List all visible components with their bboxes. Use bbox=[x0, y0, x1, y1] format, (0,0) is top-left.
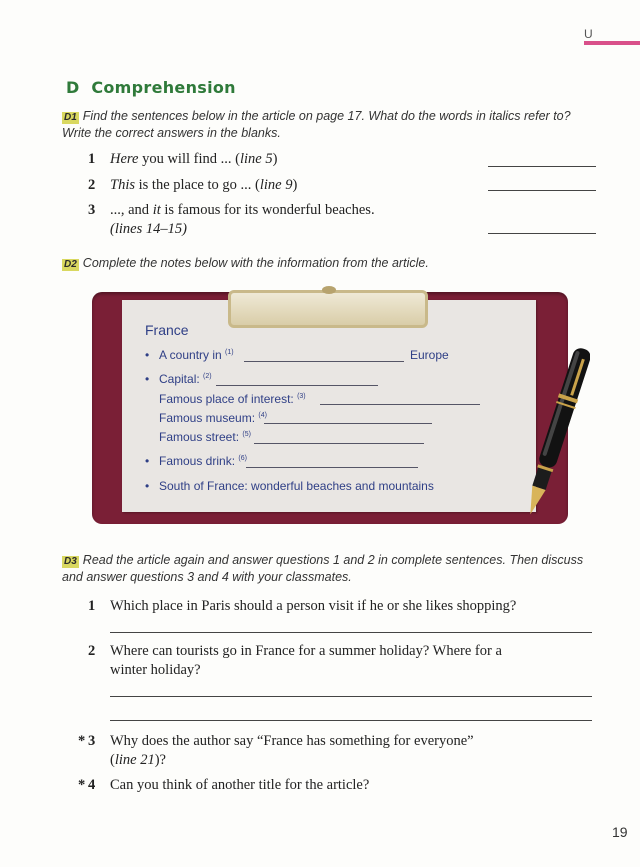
d3-q3-ref-line: (line 21)? bbox=[110, 752, 166, 768]
d1-badge: D1 bbox=[64, 112, 77, 123]
d3-q2-num: 2 bbox=[88, 643, 96, 659]
d3-q2-answer-line-2[interactable] bbox=[110, 720, 592, 721]
d3-q3 bbox=[78, 732, 474, 770]
d3-q2-answer-line-1[interactable] bbox=[110, 696, 592, 697]
d1-item-1-num: 1 bbox=[88, 151, 96, 167]
note-capital-label: Capital: bbox=[159, 372, 200, 386]
note-country-suffix: Europe bbox=[410, 348, 449, 362]
d3-q3-line1: Why does the author say “France has something for everyone” bbox=[110, 733, 474, 749]
section-letter: D bbox=[66, 78, 80, 97]
d3-q2 bbox=[88, 642, 502, 680]
d1-item-3-ref-line: (lines 14–15) bbox=[110, 221, 187, 237]
note-drink-sup: (6) bbox=[238, 455, 247, 462]
d1-item-2-num: 2 bbox=[88, 177, 96, 193]
clip-knob bbox=[322, 286, 336, 294]
d3-instruction bbox=[62, 552, 602, 586]
d3-q4 bbox=[78, 776, 370, 795]
d3-q4-star: * bbox=[78, 777, 86, 793]
note-place-sup: (3) bbox=[297, 393, 306, 400]
section-title-text: Comprehension bbox=[91, 78, 236, 97]
note-blank-4[interactable] bbox=[264, 423, 432, 424]
note-south-label: South of France: wonderful beaches and mountains bbox=[159, 479, 434, 493]
note-museum bbox=[159, 411, 267, 425]
note-capital: • Capital: $^{(2)}$ bbox=[145, 372, 212, 386]
d3-q1 bbox=[88, 597, 516, 616]
d1-item-2-ref: line 9 bbox=[259, 177, 293, 193]
note-street-sup: (5) bbox=[242, 431, 251, 438]
note-capital-sup: (2) bbox=[203, 373, 212, 380]
note-museum-sup: (4) bbox=[258, 412, 267, 419]
d1-blank-1[interactable] bbox=[488, 166, 596, 167]
note-blank-6[interactable] bbox=[246, 467, 418, 468]
section-title bbox=[66, 78, 236, 97]
d1-item-3-text: is famous for its wonderful beaches. bbox=[160, 202, 375, 218]
d1-item-3-ref: lines 14–15 bbox=[114, 221, 183, 237]
d3-q3-num: 3 bbox=[88, 733, 96, 749]
d3-badge: D3 bbox=[64, 556, 77, 567]
note-country-label: A country in bbox=[159, 348, 222, 362]
d1-blank-2[interactable] bbox=[488, 190, 596, 191]
note-street-label: Famous street: bbox=[159, 430, 240, 444]
d1-item-3-pre: ..., and bbox=[110, 202, 153, 218]
d1-item-3-italic: it bbox=[152, 202, 161, 218]
clipboard-clip bbox=[228, 290, 428, 328]
note-street bbox=[159, 430, 251, 444]
d3-q4-text: Can you think of another title for the article? bbox=[110, 777, 370, 793]
note-drink-label: Famous drink: bbox=[159, 454, 236, 468]
d2-instruction bbox=[62, 255, 602, 272]
note-place bbox=[159, 392, 306, 406]
note-country: • A country in $^{(1)}$ bbox=[145, 348, 234, 362]
d2-instruction-text: Complete the notes below with the information from the article. bbox=[82, 256, 429, 270]
d3-q1-answer-line[interactable] bbox=[110, 632, 592, 633]
note-blank-3[interactable] bbox=[320, 404, 480, 405]
d1-item-2-close: ) bbox=[292, 177, 298, 193]
d1-item-3 bbox=[88, 201, 375, 239]
d1-item-3-num: 3 bbox=[88, 202, 96, 218]
d3-q2-line1: Where can tourists go in France for a summer holiday? Where for a bbox=[110, 643, 502, 659]
d1-item-1-italic: Here bbox=[110, 151, 139, 167]
d3-q2-line2: winter holiday? bbox=[110, 662, 201, 678]
d1-item-1-text: you will find ... ( bbox=[138, 151, 240, 167]
d1-item-1 bbox=[88, 150, 277, 169]
d1-item-1-close: ) bbox=[272, 151, 278, 167]
d1-instruction-text: Find the sentences below in the article on page 17. What do the words in italics refer to? Write the correct answers in the blanks. bbox=[62, 109, 571, 140]
note-south: • South of France: wonderful beaches and mountains bbox=[145, 479, 434, 493]
note-museum-label: Famous museum: bbox=[159, 411, 256, 425]
note-country-sup: (1) bbox=[225, 349, 234, 356]
d1-item-2 bbox=[88, 176, 297, 195]
unit-accent-bar bbox=[584, 41, 640, 45]
d1-item-2-italic: This bbox=[110, 177, 135, 193]
note-blank-5[interactable] bbox=[254, 443, 424, 444]
note-blank-2[interactable] bbox=[216, 385, 378, 386]
d3-q3-ref: line 21 bbox=[114, 752, 155, 768]
d3-q1-text: Which place in Paris should a person visit if he or she likes shopping? bbox=[110, 598, 517, 614]
notes-heading: France bbox=[145, 322, 189, 338]
unit-tag: U bbox=[584, 27, 593, 41]
d1-instruction bbox=[62, 108, 602, 142]
note-place-label: Famous place of interest: bbox=[159, 392, 294, 406]
d1-blank-3[interactable] bbox=[488, 233, 596, 234]
d3-q1-num: 1 bbox=[88, 598, 96, 614]
d2-badge: D2 bbox=[64, 259, 77, 270]
d3-instruction-text: Read the article again and answer questions 1 and 2 in complete sentences. Then discuss and answer questions 3 and 4 with your classmates. bbox=[62, 553, 584, 584]
fountain-pen-icon bbox=[520, 342, 590, 522]
note-blank-1[interactable] bbox=[244, 361, 404, 362]
d3-q3-star: * bbox=[78, 733, 86, 749]
page-number: 19 bbox=[612, 824, 628, 840]
d1-item-1-ref: line 5 bbox=[239, 151, 273, 167]
note-drink: • Famous drink: $^{(6)}$ bbox=[145, 454, 247, 468]
d3-q4-num: 4 bbox=[88, 777, 96, 793]
d1-item-2-text: is the place to go ... ( bbox=[135, 177, 260, 193]
